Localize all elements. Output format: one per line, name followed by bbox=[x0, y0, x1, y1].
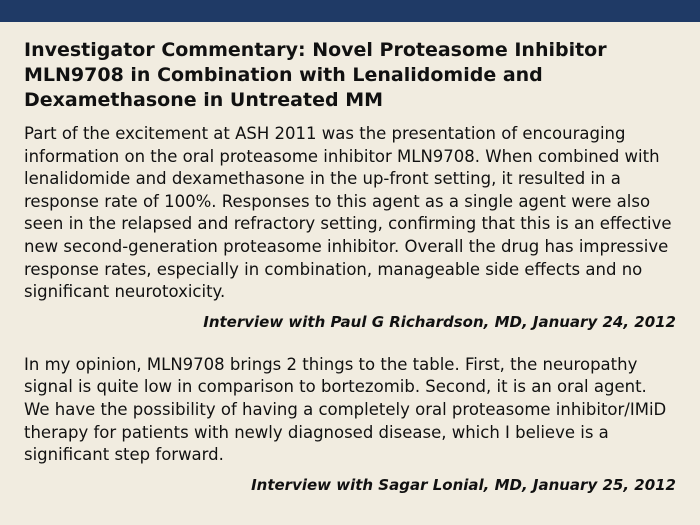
commentary-text: In my opinion, MLN9708 brings 2 things to the table. First, the neuropathy signal is quite low in comparison to bortezomib. Second, it is an oral agent. We have the possibility of having a completely oral proteasome inhibitor/IMiD therapy for patients with newly diagnosed disease, which I believe is a significant step forward. bbox=[24, 354, 667, 465]
commentary-text: Part of the excitement at ASH 2011 was the presentation of encouraging information on the oral proteasome inhibitor MLN9708. When combined with lenalidomide and dexamethasone in the up-front setting, it resulted in a response rate of 100%. Responses to this agent as a single agent were also seen in the relapsed and refractory setting, confirming that this is an effective new second-generation proteasome inhibitor. Overall the drug has impressive response rates, especially in combination, manageable side effects and no significant neurotoxicity. bbox=[24, 124, 672, 302]
commentary-block-2 bbox=[24, 354, 676, 495]
commentary-block-1 bbox=[24, 123, 676, 332]
slide-content bbox=[24, 38, 676, 495]
commentary-citation: Interview with Sagar Lonial, MD, January 25, 2012 bbox=[251, 475, 676, 494]
slide-title: Investigator Commentary: Novel Proteasome Inhibitor MLN9708 in Combination with Lenalidomide and Dexamethasone in Untreated MM bbox=[24, 39, 607, 111]
commentary-citation: Interview with Paul G Richardson, MD, January 24, 2012 bbox=[203, 312, 676, 331]
header-bar bbox=[0, 0, 700, 22]
